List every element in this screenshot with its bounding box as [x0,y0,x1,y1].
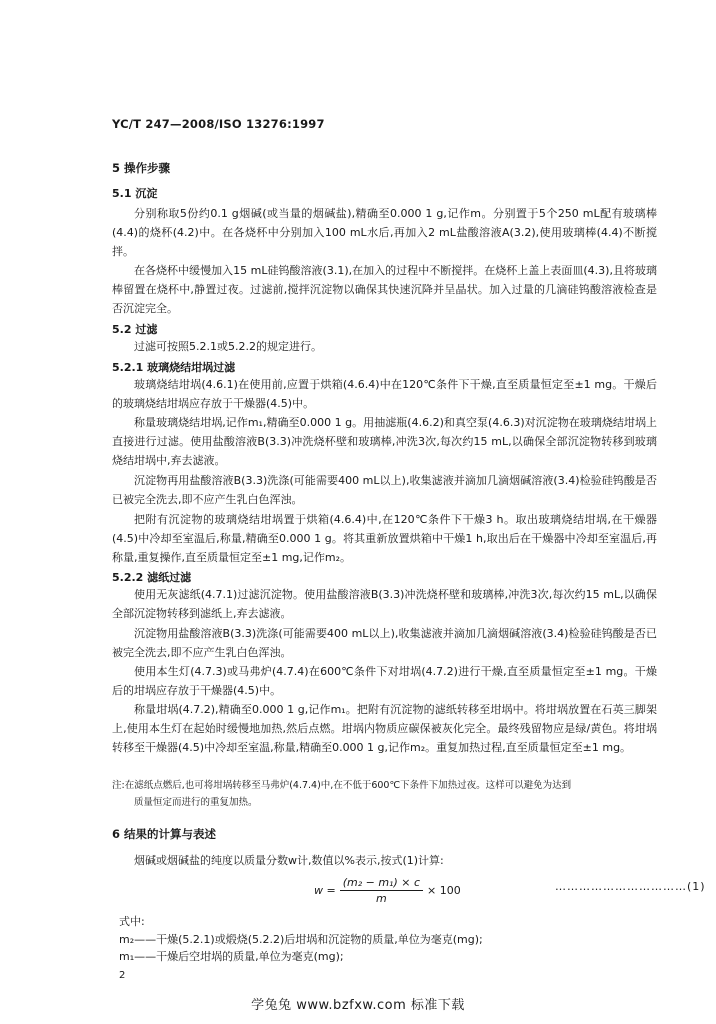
formula-tail: × 100 [427,884,461,897]
section-5-2-2-paragraph-4: 称量坩埚(4.7.2),精确至0.000 1 g,记作m₁。把附有沉淀物的滤纸转移至坩埚中。将坩埚放置在石英三脚架上,使用本生灯在起始时缓慢地加热,然后点燃。坩埚内物质应碳保被灰化完全。最终残留物应是绿/黄色。将坩埚转移至干燥器(4.5)中冷却至室温,称量,精确至0.000 1 g,记作m₂。重复加热过程,直至质量恒定至±1 mg。 [112,703,657,754]
section-5-2-1-paragraph-3: 沉淀物再用盐酸溶液B(3.3)洗涤(可能需要400 mL以上),收集滤液并滴加几滴烟碱溶液(3.4)检验硅钨酸是否已被完全洗去,即不应产生乳白色浑浊。 [112,474,657,506]
section-5-2-1-paragraph-1: 玻璃烧结坩埚(4.6.1)在使用前,应置于烘箱(4.6.4)中在120℃条件下干燥,直至质量恒定至±1 mg。干燥后的玻璃烧结坩埚应存放于干燥器(4.5)中。 [112,378,657,410]
equation-number: ……………………………(1) [555,880,706,893]
watermark-footer: 学兔兔 www.bzfxw.com 标准下载 [251,998,465,1013]
where-label: 式中: [119,915,145,928]
formula-lhs: w = [314,884,336,897]
definition-m2: m₂——干燥(5.2.1)或煅烧(5.2.2)后坩埚和沉淀物的质量,单位为毫克(mg); [119,933,483,946]
section-5-1-paragraph-1: 分别称取5份约0.1 g烟碱(或当量的烟碱盐),精确至0.000 1 g,记作m。分别置于5个250 mL配有玻璃棒(4.4)的烧杯(4.2)中。在各烧杯中分别加入100 mL水后,再加入2 mL盐酸溶液A(3.2),使用玻璃棒(4.4)不断搅拌。 [112,207,657,258]
section-5-2-paragraph: 过滤可按照5.2.1或5.2.2的规定进行。 [134,340,322,353]
section-6-paragraph: 烟碱或烟碱盐的纯度以质量分数w计,数值以%表示,按式(1)计算: [134,854,444,867]
section-5-1-paragraph-2: 在各烧杯中缓慢加入15 mL硅钨酸溶液(3.1),在加入的过程中不断搅拌。在烧杯上盖上表面皿(4.3),且将玻璃棒留置在烧杯中,静置过夜。过滤前,搅拌沉淀物以确保其快速沉降并呈晶状。加入过量的几滴硅钨酸溶液检查是否沉淀完全。 [112,264,657,315]
section-5-2-1-paragraph-2: 称量玻璃烧结坩埚,记作m₁,精确至0.000 1 g。用抽滤瓶(4.6.2)和真空泵(4.6.3)对沉淀物在玻璃烧结坩埚上直接进行过滤。使用盐酸溶液B(3.3)冲洗烧杯壁和玻璃棒,冲洗3次,每次约15 mL,以确保全部沉淀物转移到玻璃烧结坩埚中,弃去滤液。 [112,416,657,467]
section-5-2-title: 5.2 过滤 [112,323,158,336]
section-5-1-title: 5.1 沉淀 [112,187,158,200]
formula-denominator: m [376,892,387,905]
section-6-title: 6 结果的计算与表述 [112,827,217,841]
section-5-2-2-paragraph-3: 使用本生灯(4.7.3)或马弗炉(4.7.4)在600℃条件下对坩埚(4.7.2)进行干燥,直至质量恒定至±1 mg。干燥后的坩埚应存放于干燥器(4.5)中。 [112,665,657,697]
definition-m1: m₁——干燥后空坩埚的质量,单位为毫克(mg); [119,950,344,963]
standard-header: YC/T 247—2008/ISO 13276:1997 [112,117,325,131]
section-5-2-2-paragraph-1: 使用无灰滤纸(4.7.1)过滤沉淀物。使用盐酸溶液B(3.3)冲洗烧杯壁和玻璃棒,冲洗3次,每次约15 mL,以确保全部沉淀物转移到滤纸上,弃去滤液。 [112,588,657,620]
page-number: 2 [119,970,126,981]
note-line-2: 质量恒定而进行的重复加热。 [134,797,258,808]
section-5-title: 5 操作步骤 [112,161,171,175]
formula-numerator: (m₂ − m₁) × c [340,876,423,891]
formula-1 [314,876,461,905]
note [112,777,657,811]
formula-fraction [340,876,423,905]
note-line-1: 注:在滤纸点燃后,也可将坩埚转移至马弗炉(4.7.4)中,在不低于600℃下条件下加热过夜。这样可以避免为达到 [112,780,572,791]
section-5-2-2-paragraph-2: 沉淀物用盐酸溶液B(3.3)洗涤(可能需要400 mL以上),收集滤液并滴加几滴烟碱溶液(3.4)检验硅钨酸是否已被完全洗去,即不应产生乳白色浑浊。 [112,627,657,659]
section-5-2-1-paragraph-4: 把附有沉淀物的玻璃烧结坩埚置于烘箱(4.6.4)中,在120℃条件下干燥3 h。取出玻璃烧结坩埚,在干燥器(4.5)中冷却至室温后,称量,精确至0.000 1 g。将其重新放置烘箱中干燥1 h,取出后在干燥器中冷却至室温后,再称量,重复操作,直至质量恒定至±1 mg,记作m₂。 [112,513,657,564]
section-5-2-2-title: 5.2.2 滤纸过滤 [112,571,192,584]
section-5-2-1-title: 5.2.1 玻璃烧结坩埚过滤 [112,361,236,374]
